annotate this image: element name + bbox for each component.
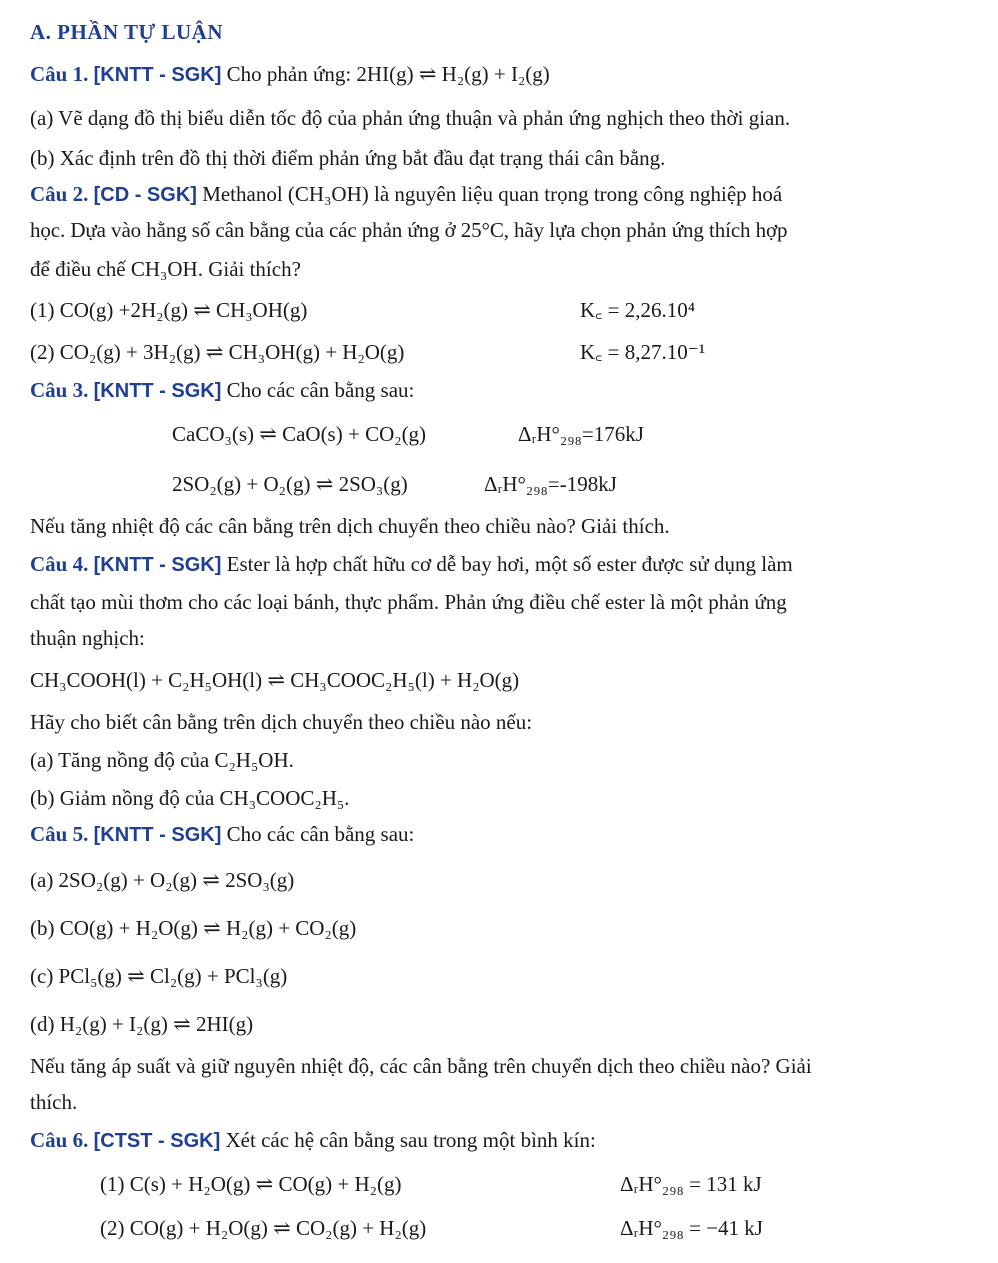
q4-part-a: (a) Tăng nồng độ của C₂H₅OH. (30, 748, 294, 772)
q5-reaction-a: (a) 2SO₂(g) + O₂(g) ⇌ 2SO₃(g) (30, 868, 295, 892)
q5-question-line2: thích. (30, 1090, 78, 1114)
q2-label: Câu 2. (30, 182, 89, 206)
q3-enthalpy-1: ΔᵣH°₂₉₈=176kJ (518, 422, 644, 446)
q5-reaction-b: (b) CO(g) + H₂O(g) ⇌ H₂(g) + CO₂(g) (30, 916, 357, 940)
q1-label: Câu 1. (30, 62, 89, 86)
q4-line1: Ester là hợp chất hữu cơ dễ bay hơi, một số ester được sử dụng làm (226, 552, 793, 576)
q1-tag: [KNTT - SGK] (93, 64, 222, 86)
q2-reaction-2: (2) CO₂(g) + 3H₂(g) ⇌ CH₃OH(g) + H₂O(g) (30, 340, 405, 364)
section-title: A. PHẦN TỰ LUẬN (30, 20, 224, 44)
q4-tag: [KNTT - SGK] (93, 554, 222, 576)
q2-line2: học. Dựa vào hằng số cân bằng của các phản ứng ở 25°C, hãy lựa chọn phản ứng thích hợp (30, 218, 788, 242)
q2-k-2: K꜀ = 8,27.10⁻¹ (580, 340, 706, 364)
q1-reaction: 2HI(g) ⇌ H₂(g) + I₂(g) (356, 62, 550, 86)
q4-part-b: (b) Giảm nồng độ của CH₃COOC₂H₅. (30, 786, 350, 810)
q4-reaction: CH₃COOH(l) + C₂H₅OH(l) ⇌ CH₃COOC₂H₅(l) + H₂O(g) (30, 668, 520, 692)
q6-header (30, 1126, 596, 1155)
q6-enthalpy-2: ΔᵣH°₂₉₈ = −41 kJ (620, 1216, 763, 1240)
q5-intro: Cho các cân bằng sau: (226, 822, 415, 846)
q3-reaction-1: CaCO₃(s) ⇌ CaO(s) + CO₂(g) (172, 422, 427, 446)
q2-k-1: K꜀ = 2,26.10⁴ (580, 298, 696, 322)
q2-line1: Methanol (CH₃OH) là nguyên liệu quan trọng trong công nghiệp hoá (202, 182, 783, 206)
q4-label: Câu 4. (30, 552, 89, 576)
q4-question: Hãy cho biết cân bằng trên dịch chuyển theo chiều nào nếu: (30, 710, 533, 734)
q3-enthalpy-2: ΔᵣH°₂₉₈=-198kJ (484, 472, 617, 496)
q5-reaction-c: (c) PCl₅(g) ⇌ Cl₂(g) + PCl₃(g) (30, 964, 288, 988)
q3-tag: [KNTT - SGK] (93, 380, 222, 402)
q2-line3: để điều chế CH₃OH. Giải thích? (30, 257, 301, 281)
q6-enthalpy-1: ΔᵣH°₂₉₈ = 131 kJ (620, 1172, 762, 1196)
q2-tag: [CD - SGK] (93, 184, 197, 206)
q3-question: Nếu tăng nhiệt độ các cân bằng trên dịch chuyển theo chiều nào? Giải thích. (30, 514, 670, 538)
q6-reaction-1: (1) C(s) + H₂O(g) ⇌ CO(g) + H₂(g) (100, 1172, 402, 1196)
q6-reaction-2: (2) CO(g) + H₂O(g) ⇌ CO₂(g) + H₂(g) (100, 1216, 427, 1240)
q6-label: Câu 6. (30, 1128, 89, 1152)
q1-part-b: (b) Xác định trên đồ thị thời điểm phản ứng bắt đầu đạt trạng thái cân bằng. (30, 146, 666, 170)
q4-line2: chất tạo mùi thơm cho các loại bánh, thực phẩm. Phản ứng điều chế ester là một phản ứng (30, 590, 787, 614)
q5-header (30, 820, 414, 849)
q6-tag: [CTST - SGK] (93, 1130, 221, 1152)
q2-header (30, 180, 782, 209)
q5-question-line1: Nếu tăng áp suất và giữ nguyên nhiệt độ, các cân bằng trên chuyển dịch theo chiều nào? Giải (30, 1054, 812, 1078)
q1-header (30, 60, 550, 89)
q3-reaction-2: 2SO₂(g) + O₂(g) ⇌ 2SO₃(g) (172, 472, 408, 496)
q1-intro: Cho phản ứng: (226, 62, 352, 86)
q3-intro: Cho các cân bằng sau: (226, 378, 415, 402)
q3-header (30, 376, 414, 405)
q2-reaction-1: (1) CO(g) +2H₂(g) ⇌ CH₃OH(g) (30, 298, 308, 322)
q3-label: Câu 3. (30, 378, 89, 402)
q4-header (30, 550, 793, 579)
q6-intro: Xét các hệ cân bằng sau trong một bình kín: (225, 1128, 596, 1152)
q5-label: Câu 5. (30, 822, 89, 846)
q1-part-a: (a) Vẽ dạng đồ thị biểu diễn tốc độ của phản ứng thuận và phản ứng nghịch theo thời gian. (30, 106, 791, 130)
q5-tag: [KNTT - SGK] (93, 824, 222, 846)
q4-line3: thuận nghịch: (30, 626, 145, 650)
q5-reaction-d: (d) H₂(g) + I₂(g) ⇌ 2HI(g) (30, 1012, 254, 1036)
